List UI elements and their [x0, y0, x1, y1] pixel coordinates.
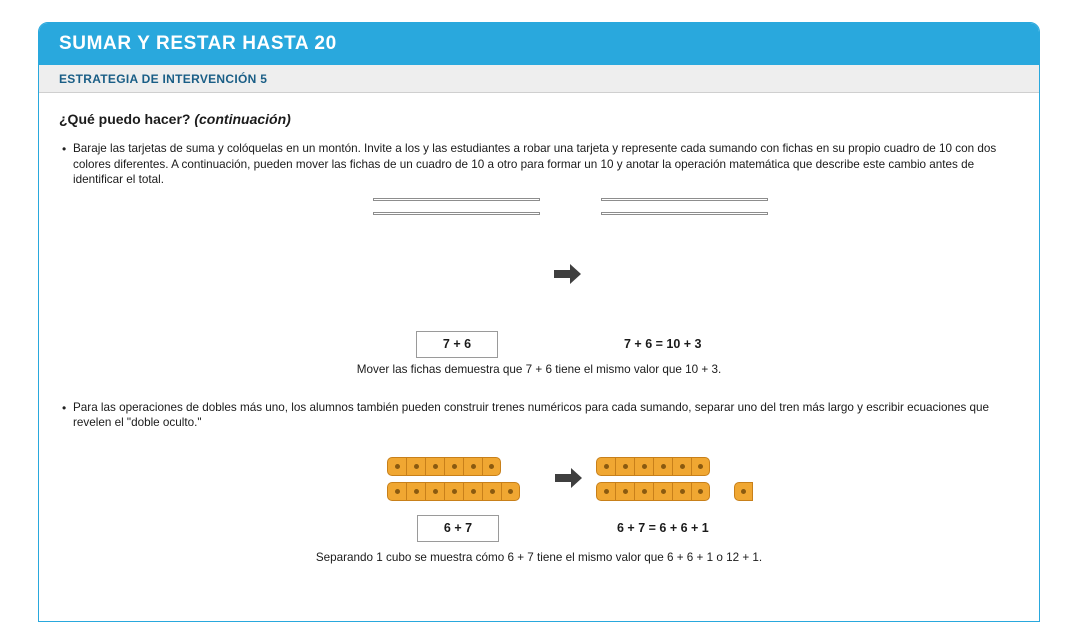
cube — [425, 482, 444, 501]
cubetrain-left-bottom — [387, 482, 520, 501]
frame-row — [374, 199, 539, 200]
cube — [444, 457, 463, 476]
cube — [653, 482, 672, 501]
bullet-marker: • — [62, 142, 67, 156]
bullet-marker: • — [62, 400, 67, 415]
cube — [615, 482, 634, 501]
cubetrain-right-top — [596, 457, 710, 476]
tenframe-caption: Mover las fichas demuestra que 7 + 6 tiene el mismo valor que 10 + 3. — [356, 362, 722, 376]
equation-box-left: 7 + 6 — [416, 331, 498, 358]
cube — [425, 457, 444, 476]
right-arrow-icon — [554, 263, 582, 285]
cube — [387, 457, 406, 476]
equation-text-right: 7 + 6 = 10 + 3 — [624, 336, 702, 351]
bullet-item — [59, 141, 1019, 188]
section-heading-italic: (continuación) — [194, 111, 291, 127]
cube — [672, 482, 691, 501]
subtitle-bar — [39, 65, 1039, 93]
tenframe-group-left — [373, 198, 540, 215]
bullet-text: Baraje las tarjetas de suma y colóquelas en un montón. Invite a los y las estudiantes a robar una tarjeta y represente cada sumando con fichas en su propio cuadro de 10 con dos colores diferentes. A continuación, pueden mover las fichas de un cuadro de 10 a otro para formar un 10 y anotar la operación matemática que describe este cambio antes de identificar el total. — [73, 142, 997, 186]
tenframe-left-bottom — [373, 212, 540, 215]
bullet-item — [59, 400, 1019, 431]
right-arrow-icon — [555, 467, 583, 489]
cube — [691, 482, 710, 501]
cube — [634, 482, 653, 501]
cube — [691, 457, 710, 476]
cube — [444, 482, 463, 501]
section-heading-main: ¿Qué puedo hacer? — [59, 111, 195, 127]
cubetrain-right-extra — [734, 482, 753, 501]
tenframe-right-bottom — [601, 212, 768, 215]
cube — [734, 482, 753, 501]
cubetrain-diagram — [59, 439, 1019, 559]
cube — [615, 457, 634, 476]
cube — [596, 457, 615, 476]
frame-row — [602, 213, 767, 214]
frame-row — [374, 213, 539, 214]
lesson-body — [39, 93, 1039, 564]
cubetrain-caption: Separando 1 cubo se muestra cómo 6 + 7 tiene el mismo valor que 6 + 6 + 1 o 12 + 1. — [315, 550, 763, 564]
cubetrain-right-bottom — [596, 482, 710, 501]
title-bar — [39, 23, 1039, 65]
cube — [463, 482, 482, 501]
cube — [634, 457, 653, 476]
cubetrain-left-top — [387, 457, 501, 476]
cube — [406, 482, 425, 501]
lesson-card — [38, 22, 1040, 622]
equation-text-right-2: 6 + 7 = 6 + 6 + 1 — [617, 520, 709, 535]
cube — [387, 482, 406, 501]
cube — [463, 457, 482, 476]
tenframe-group-right — [601, 198, 768, 215]
cube — [482, 457, 501, 476]
section-heading — [59, 111, 1019, 127]
frame-row — [602, 199, 767, 200]
tenframe-diagram — [59, 198, 1019, 373]
cube — [406, 457, 425, 476]
strategy-label: ESTRATEGIA DE INTERVENCIÓN 5 — [59, 71, 268, 86]
cube — [482, 482, 501, 501]
cube — [653, 457, 672, 476]
cube — [596, 482, 615, 501]
equation-box-left-2: 6 + 7 — [417, 515, 499, 542]
bullet-text: Para las operaciones de dobles más uno, los alumnos también pueden construir trenes numéricos para cada sumando, separar uno del tren más largo y escribir ecuaciones que revelen el "doble oculto." — [73, 400, 990, 429]
cube — [672, 457, 691, 476]
page-title: SUMAR Y RESTAR HASTA 20 — [59, 33, 337, 54]
cube — [501, 482, 520, 501]
